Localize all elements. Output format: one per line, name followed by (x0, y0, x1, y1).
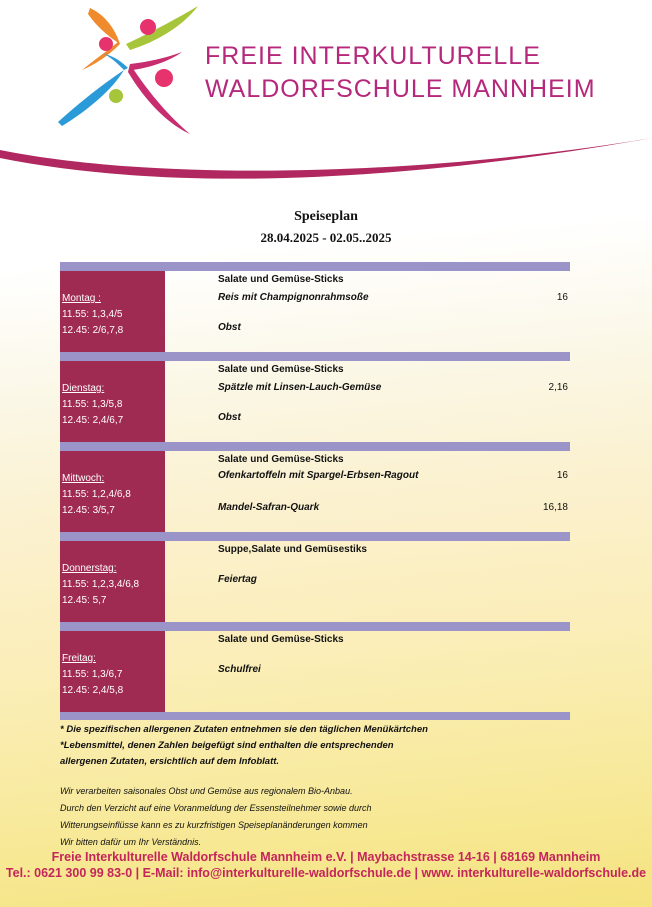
starter: Salate und Gemüse-Sticks (218, 634, 344, 645)
starter: Salate und Gemüse-Sticks (218, 364, 344, 375)
time-slot: 11.55: 1,2,3,4/6,8 (62, 579, 140, 590)
time-slot: 12.45: 5,7 (62, 595, 107, 606)
starter: Salate und Gemüse-Sticks (218, 274, 344, 285)
day-cell (60, 361, 165, 442)
page-title: Speiseplan (294, 209, 358, 224)
starter: Suppe,Salate und Gemüsestiks (218, 544, 367, 555)
day-divider-bar (60, 352, 570, 361)
day-name: Freitag: (62, 653, 96, 664)
day-name: Donnerstag: (62, 563, 117, 574)
day-name: Dienstag: (62, 383, 105, 394)
time-slot: 11.55: 1,3,4/5 (62, 309, 123, 320)
dessert: Obst (218, 412, 241, 423)
school-logo (48, 4, 218, 139)
time-slot: 12.45: 3/5,7 (62, 505, 115, 516)
school-name-line1: FREIE INTERKULTURELLE (205, 42, 541, 70)
starter: Salate und Gemüse-Sticks (218, 454, 344, 465)
day-cell (60, 541, 165, 622)
footer-contact: Tel.: 0621 300 99 83-0 | E-Mail: info@interkulturelle-waldorfschule.de | www. interkulturelle-waldorfschule.de (5, 866, 647, 880)
dessert-allergens: 16,18 (542, 502, 568, 513)
day-divider-bar (60, 532, 570, 541)
time-slot: 12.45: 2,4/6,7 (62, 415, 124, 426)
info-line: Wir verarbeiten saisonales Obst und Gemüse aus regionalem Bio-Anbau. (60, 786, 353, 796)
day-divider-bar (60, 442, 570, 451)
main-dish: Ofenkartoffeln mit Spargel-Erbsen-Ragout (218, 470, 419, 481)
allergen-note: allergenen Zutaten, ersichtlich auf dem Infoblatt. (60, 756, 280, 767)
footer-address: Freie Interkulturelle Waldorfschule Mannheim e.V. | Maybachstrasse 14-16 | 68169 Mannheim (51, 850, 601, 864)
info-line: Durch den Verzicht auf eine Voranmeldung der Essensteilnehmer sowie durch (60, 803, 372, 813)
day-block-tuesday (60, 352, 570, 442)
day-block-wednesday (60, 442, 570, 532)
time-slot: 12.45: 2,4/5,8 (62, 685, 124, 696)
dessert: Mandel-Safran-Quark (218, 502, 320, 513)
allergen-note: *Lebensmittel, denen Zahlen beigefügt sind enthalten die entsprechenden (60, 740, 394, 751)
day-name: Montag : (62, 293, 101, 304)
time-slot: 11.55: 1,3/6,7 (62, 669, 123, 680)
table-bottom-bar (60, 712, 570, 720)
school-name (205, 40, 596, 106)
dessert: Obst (218, 322, 241, 333)
header-swoosh (0, 128, 652, 198)
day-cell (60, 631, 165, 712)
main-allergens: 2,16 (548, 382, 568, 393)
info-line: Wir bitten dafür um Ihr Verständnis. (60, 837, 202, 847)
time-slot: 11.55: 1,3/5,8 (62, 399, 123, 410)
time-slot: 12.45: 2/6,7,8 (62, 325, 124, 336)
time-slot: 11.55: 1,2,4/6,8 (62, 489, 131, 500)
main-dish: Reis mit Champignonrahmsoße (218, 292, 369, 303)
main-allergens: 16 (556, 470, 568, 481)
allergen-note: * Die spezifischen allergenen Zutaten entnehmen sie den täglichen Menükärtchen (60, 724, 428, 735)
info-line: Witterungseinflüsse kann es zu kurzfristigen Speiseplanänderungen kommen (60, 820, 368, 830)
day-divider-bar (60, 262, 570, 271)
main-dish: Feiertag (218, 574, 257, 585)
day-block-monday (60, 262, 570, 352)
day-block-friday (60, 622, 570, 712)
main-dish: Spätzle mit Linsen-Lauch-Gemüse (218, 382, 382, 393)
day-name: Mittwoch: (62, 473, 105, 484)
main-allergens: 16 (556, 292, 568, 303)
day-block-thursday (60, 532, 570, 622)
main-dish: Schulfrei (218, 664, 261, 675)
day-divider-bar (60, 622, 570, 631)
day-cell (60, 451, 165, 532)
day-cell (60, 271, 165, 352)
date-range: 28.04.2025 - 02.05..2025 (260, 230, 392, 245)
school-name-line2: WALDORFSCHULE MANNHEIM (205, 75, 596, 103)
